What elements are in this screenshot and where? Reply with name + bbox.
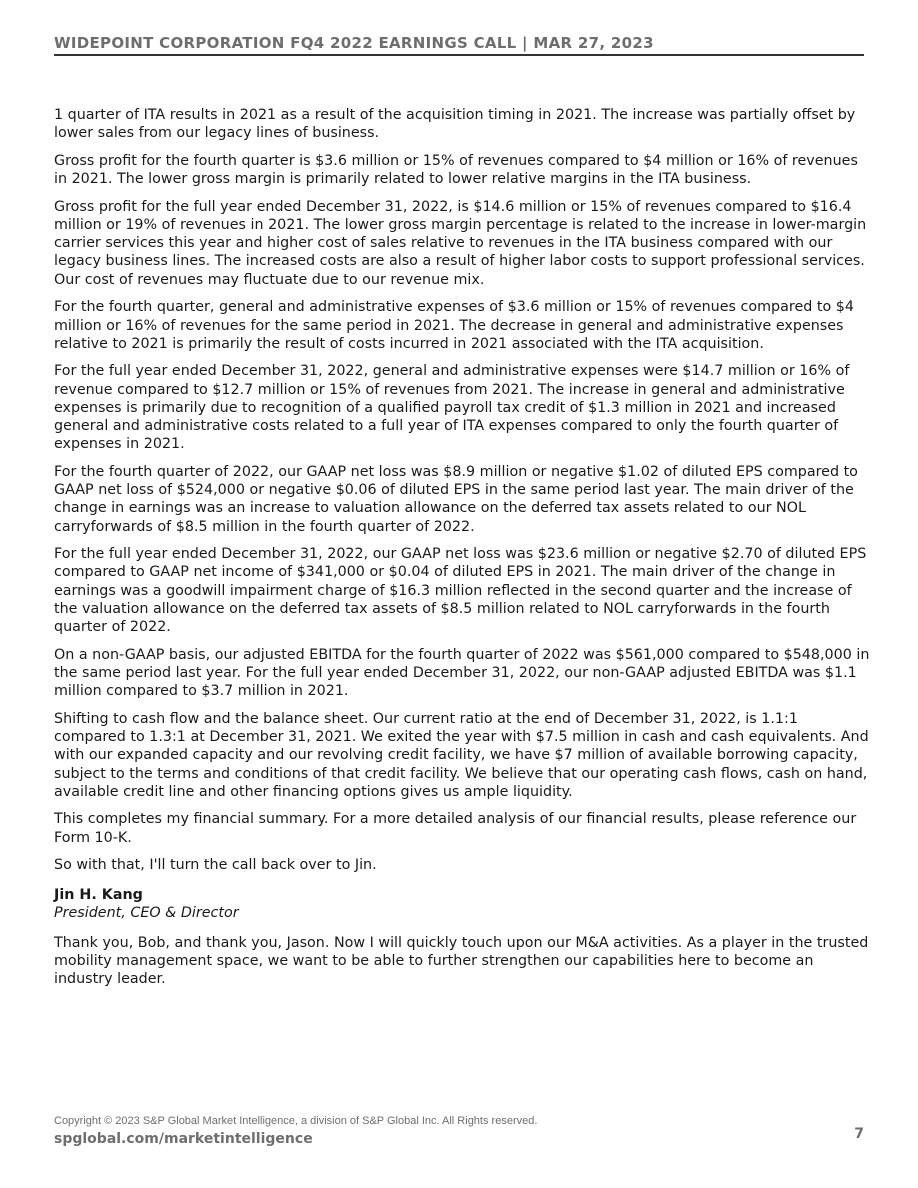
paragraph: For the full year ended December 31, 2022, our GAAP net loss was $23.6 million or negative $2.70 of diluted EPS compared to GAAP net income of $341,000 or $0.04 of diluted EPS in 2021. The main driver of the change in earnings was a goodwill impairment charge of $16.3 million reflected in the second quarter and the increase of the valuation allowance on the deferred tax assets of $8.5 million related to NOL carryforwards in the fourth quarter of 2022. — [54, 546, 867, 636]
speaker-block — [54, 886, 870, 923]
speaker-name: Jin H. Kang — [54, 886, 143, 903]
paragraph: For the fourth quarter of 2022, our GAAP net loss was $8.9 million or negative $1.02 of diluted EPS compared to GAAP net loss of $524,000 or negative $0.06 of diluted EPS in the same period last year. The main driver of the change in earnings was an increase to valuation allowance on the deferred tax assets related to our NOL carryforwards of $8.5 million in the fourth quarter of 2022. — [54, 463, 858, 535]
paragraph: Shifting to cash flow and the balance sheet. Our current ratio at the end of December 31, 2022, is 1.1:1 compared to 1.3:1 at December 31, 2021. We exited the year with $7.5 million in cash and cash equivalents. And with our expanded capacity and our revolving credit facility, we have $7 million of available borrowing capacity, subject to the terms and conditions of that credit facility. We believe that our operating cash flows, cash on hand, available credit line and other financing options gives us ample liquidity. — [54, 710, 869, 800]
page-footer — [54, 1114, 864, 1149]
paragraph: Thank you, Bob, and thank you, Jason. Now I will quickly touch upon our M&A activities. As a player in the trusted mobility management space, we want to be able to further strengthen our capabilities here to become an industry leader. — [54, 934, 869, 987]
copyright-notice: Copyright © 2023 S&P Global Market Intelligence, a division of S&P Global Inc. All Rights reserved. — [54, 1115, 538, 1127]
speaker-title: President, CEO & Director — [54, 905, 239, 922]
page-header — [54, 34, 864, 56]
paragraph: On a non-GAAP basis, our adjusted EBITDA for the fourth quarter of 2022 was $561,000 compared to $548,000 in the same period last year. For the full year ended December 31, 2022, our non-GAAP adjusted EBITDA was $1.1 million compared to $3.7 million in 2021. — [54, 646, 870, 700]
paragraph: Gross profit for the fourth quarter is $3.6 million or 15% of revenues compared to $4 million or 16% of revenues in 2021. The lower gross margin is primarily related to lower relative margins in the ITA business. — [54, 152, 858, 188]
paragraph: So with that, I'll turn the call back over to Jin. — [54, 857, 377, 874]
document-title: WIDEPOINT CORPORATION FQ4 2022 EARNINGS CALL | MAR 27, 2023 — [54, 34, 654, 52]
paragraph: For the full year ended December 31, 2022, general and administrative expenses were $14.7 million or 16% of revenue compared to $12.7 million or 15% of revenues from 2021. The increase in general and administrative expenses is primarily due to recognition of a qualified payroll tax credit of $1.3 million in 2021 and increased general and administrative costs related to a full year of ITA expenses compared to only the fourth quarter of expenses in 2021. — [54, 363, 850, 453]
paragraph: For the fourth quarter, general and administrative expenses of $3.6 million or 15% of revenues compared to $4 million or 16% of revenues for the same period in 2021. The decrease in general and administrative expenses relative to 2021 is primarily the result of costs incurred in 2021 associated with the ITA acquisition. — [54, 299, 854, 352]
paragraph: 1 quarter of ITA results in 2021 as a result of the acquisition timing in 2021. The increase was partially offset by lower sales from our legacy lines of business. — [54, 107, 856, 142]
transcript-body — [54, 106, 870, 998]
paragraph: Gross profit for the full year ended December 31, 2022, is $14.6 million or 15% of revenues compared to $16.4 million or 19% of revenues in 2021. The lower gross margin percentage is related to the increase in lower-margin carrier services this year and higher cost of sales relative to revenues in the ITA business compared with our legacy business lines. The increased costs are also a result of higher labor costs to support professional services. Our cost of revenues may fluctuate due to our revenue mix. — [54, 198, 867, 288]
paragraph: This completes my financial summary. For a more detailed analysis of our financial results, please reference our Form 10-K. — [54, 811, 857, 846]
page-number: 7 — [854, 1126, 864, 1142]
website-link[interactable]: spglobal.com/marketintelligence — [54, 1131, 313, 1147]
